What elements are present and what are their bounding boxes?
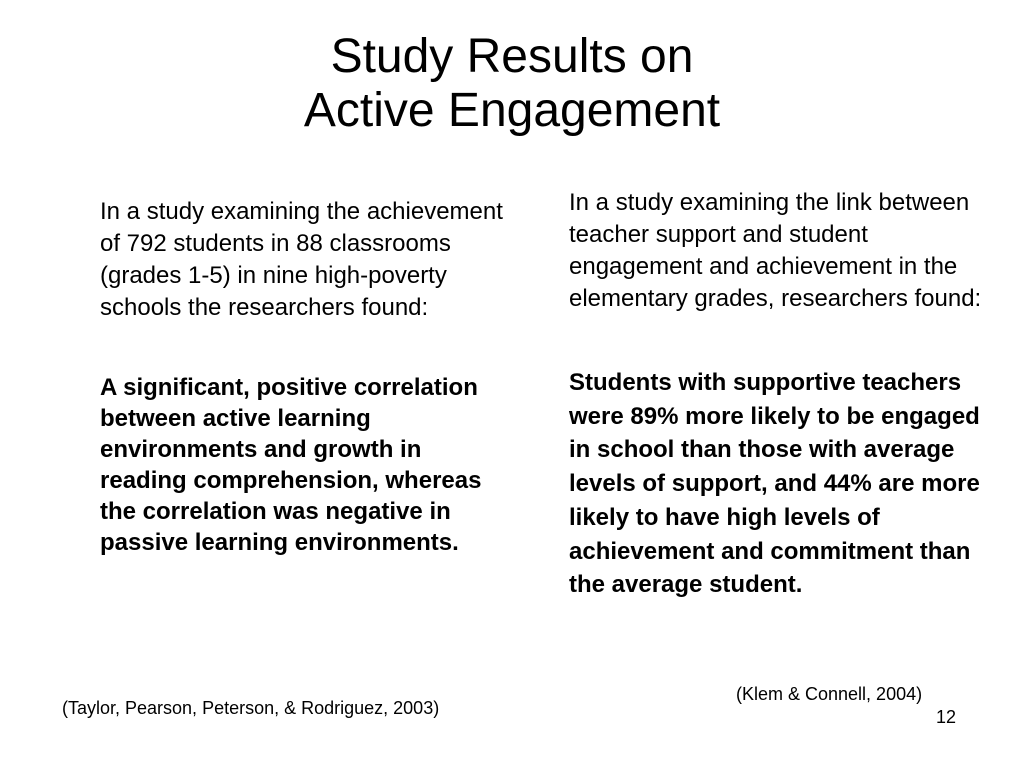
right-study-column — [569, 187, 989, 602]
right-study-finding: Students with supportive teachers were 89% more likely to be engaged in school than those with average levels of support, and 44% are more likely to have high levels of achievement and commitment than the average student. — [569, 369, 980, 599]
right-study-intro: In a study examining the link between teacher support and student engagement and achievement in the elementary grades, researchers found: — [569, 189, 982, 312]
left-study-finding: A significant, positive correlation between active learning environments and growth in reading comprehension, whereas the correlation was negative in passive learning environments. — [100, 374, 482, 556]
slide-title — [0, 30, 1024, 138]
slide-title-line-1: Study Results on — [330, 30, 694, 83]
slide-title-line-2: Active Engagement — [303, 84, 721, 137]
right-study-citation: (Klem & Connell, 2004) — [736, 684, 923, 704]
left-study-citation: (Taylor, Pearson, Peterson, & Rodriguez, 2003) — [62, 698, 440, 718]
left-study-column — [100, 196, 510, 558]
left-study-intro: In a study examining the achievement of 792 students in 88 classrooms (grades 1-5) in nine high-poverty schools the researchers found: — [100, 198, 503, 321]
page-number: 12 — [936, 707, 957, 727]
